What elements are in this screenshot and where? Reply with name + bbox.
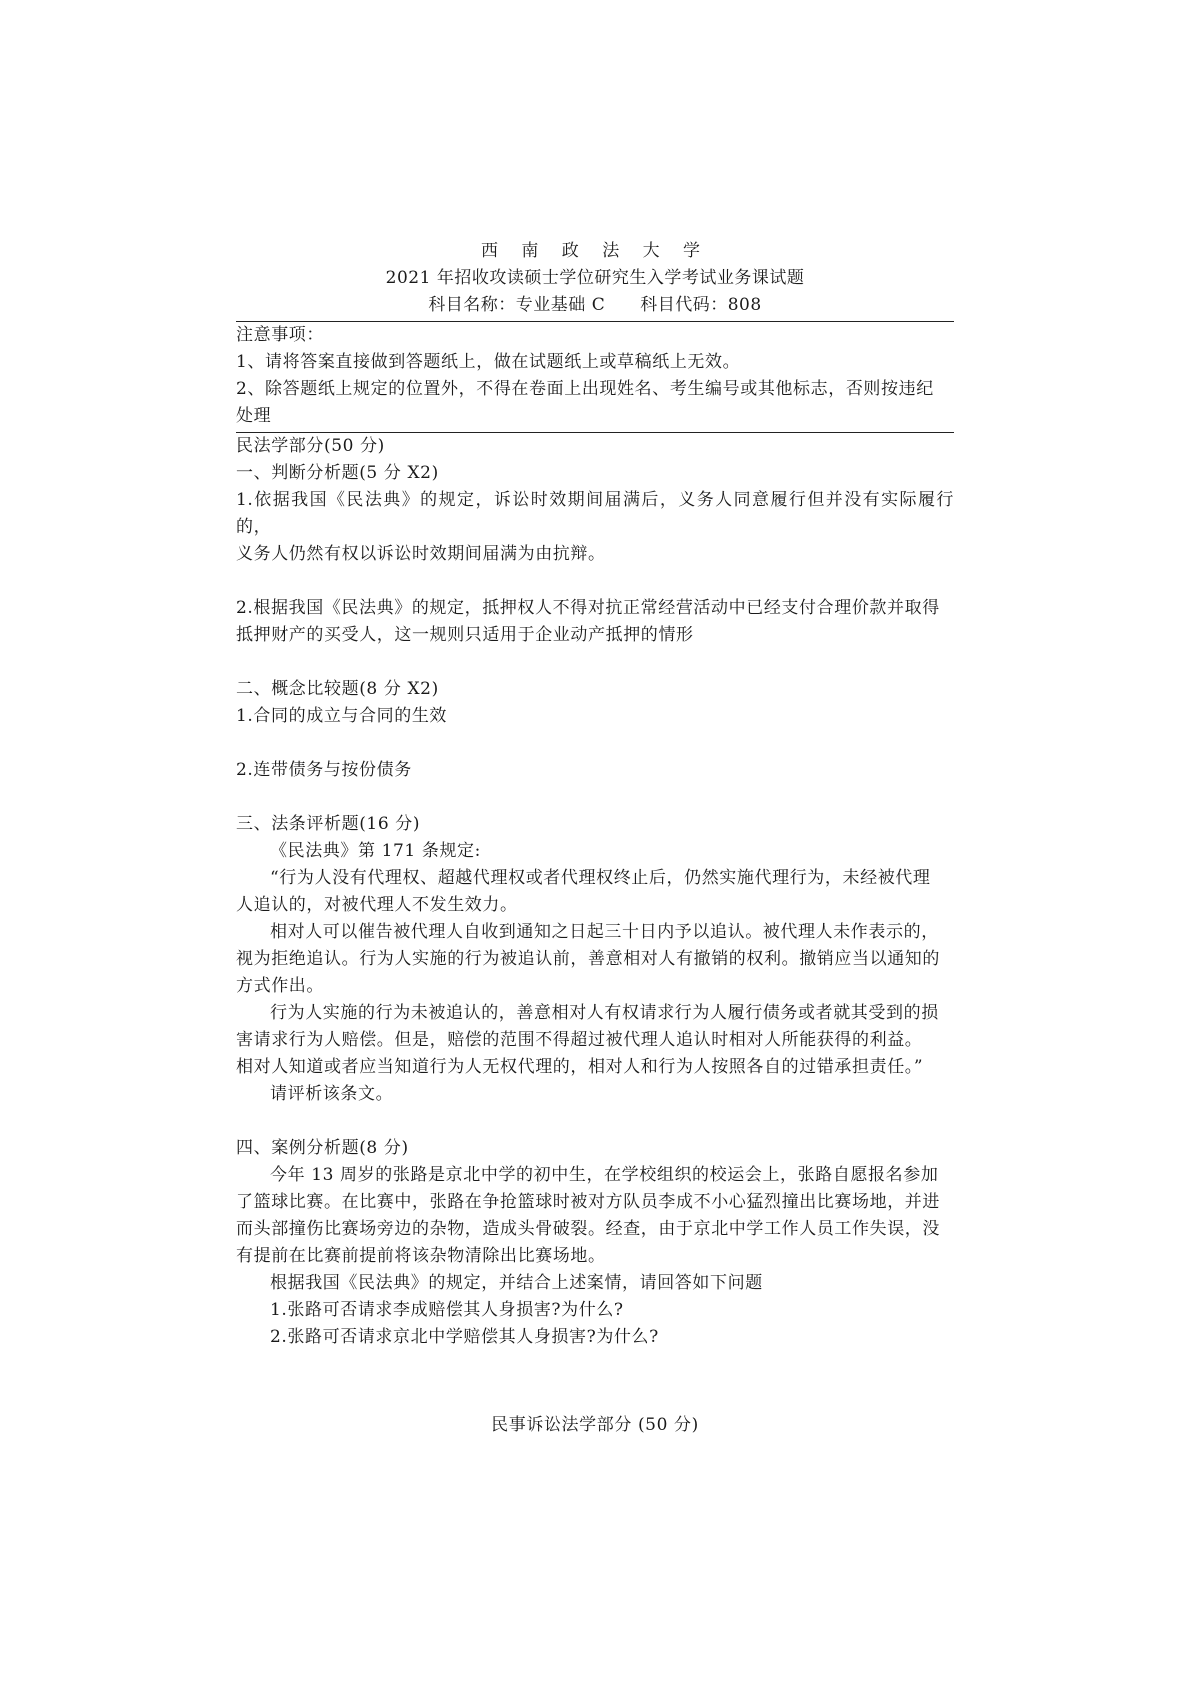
section-2-q1: 1.合同的成立与合同的生效 (236, 706, 448, 726)
notice-item-2-line-2: 处理 (236, 406, 272, 426)
section-4-q1: 1.张路可否请求李成赔偿其人身损害?为什么? (270, 1300, 624, 1320)
spacer (236, 784, 954, 811)
section-3-line-10: 请评析该条文。 (270, 1084, 394, 1104)
section-4-line-2: 了篮球比赛。在比赛中，张路在争抢篮球时被对方队员李成不小心猛烈撞出比赛场地，并进 (236, 1192, 940, 1212)
section-4-line-5: 根据我国《民法典》的规定，并结合上述案情，请回答如下问题 (270, 1273, 763, 1293)
civil-law-part-title: 民法学部分(50 分) (236, 436, 385, 456)
section-3-line-7: 行为人实施的行为未被追认的，善意相对人有权请求行为人履行债务或者就其受到的损 (270, 1003, 939, 1023)
section-4-heading: 四、案例分析题(8 分) (236, 1138, 409, 1158)
section-3-line-6: 方式作出。 (236, 976, 324, 996)
section-1-q1-line-2: 义务人仍然有权以诉讼时效期间届满为由抗辩。 (236, 544, 606, 564)
section-3-line-5: 视为拒绝追认。行为人实施的行为被追认前，善意相对人有撤销的权利。撤销应当以通知的 (236, 949, 940, 969)
section-4-line-3: 而头部撞伤比赛场旁边的杂物，造成头骨破裂。经查，由于京北中学工作人员工作失误，没 (236, 1219, 940, 1239)
school-name: 西 南 政 法 大 学 (480, 241, 710, 261)
section-4-line-1: 今年 13 周岁的张路是京北中学的初中生，在学校组织的校运会上，张路自愿报名参加 (270, 1165, 939, 1185)
section-3-heading: 三、法条评析题(16 分) (236, 814, 421, 834)
section-2-q2: 2.连带债务与按份债务 (236, 760, 412, 780)
section-3-line-3: 人追认的，对被代理人不发生效力。 (236, 895, 518, 915)
section-3-line-1: 《民法典》第 171 条规定: (270, 841, 481, 861)
spacer (236, 649, 954, 676)
notice-item-1: 1、请将答案直接做到答题纸上，做在试题纸上或草稿纸上无效。 (236, 352, 741, 372)
section-1-q2-line-2: 抵押财产的买受人，这一规则只适用于企业动产抵押的情形 (236, 625, 694, 645)
notice-item-2-line-1: 2、除答题纸上规定的位置外，不得在卷面上出现姓名、考生编号或其他标志，否则按违纪 (236, 379, 934, 399)
section-3-line-8: 害请求行为人赔偿。但是，赔偿的范围不得超过被代理人追认时相对人所能获得的利益。 (236, 1030, 923, 1050)
section-1-q2-line-1: 2.根据我国《民法典》的规定，抵押权人不得对抗正常经营活动中已经支付合理价款并取得 (236, 598, 940, 618)
notice-title: 注意事项： (236, 325, 324, 345)
spacer (236, 1108, 954, 1135)
spacer (236, 568, 954, 595)
civil-procedure-part-title: 民事诉讼法学部分 (50 分) (491, 1415, 699, 1435)
section-4-q2: 2.张路可否请求京北中学赔偿其人身损害?为什么? (270, 1327, 659, 1347)
subject-line: 科目名称：专业基础 C 科目代码：808 (428, 295, 762, 315)
exam-title: 2021 年招收攻读硕士学位研究生入学考试业务课试题 (385, 268, 805, 288)
section-3-line-2: “行为人没有代理权、超越代理权或者代理权终止后，仍然实施代理行为，未经被代理 (270, 868, 931, 888)
section-1-q1-line-1: 1.依据我国《民法典》的规定，诉讼时效期间届满后，义务人同意履行但并没有实际履行的， (236, 490, 954, 537)
section-2-heading: 二、概念比较题(8 分 X2) (236, 679, 439, 699)
exam-content (236, 238, 954, 1351)
spacer (236, 730, 954, 757)
section-3-line-4: 相对人可以催告被代理人自收到通知之日起三十日内予以追认。被代理人未作表示的， (270, 922, 939, 942)
section-1-heading: 一、判断分析题(5 分 X2) (236, 463, 439, 483)
section-3-line-9: 相对人知道或者应当知道行为人无权代理的，相对人和行为人按照各自的过错承担责任。” (236, 1057, 924, 1077)
section-4-line-4: 有提前在比赛前提前将该杂物清除出比赛场地。 (236, 1246, 606, 1266)
